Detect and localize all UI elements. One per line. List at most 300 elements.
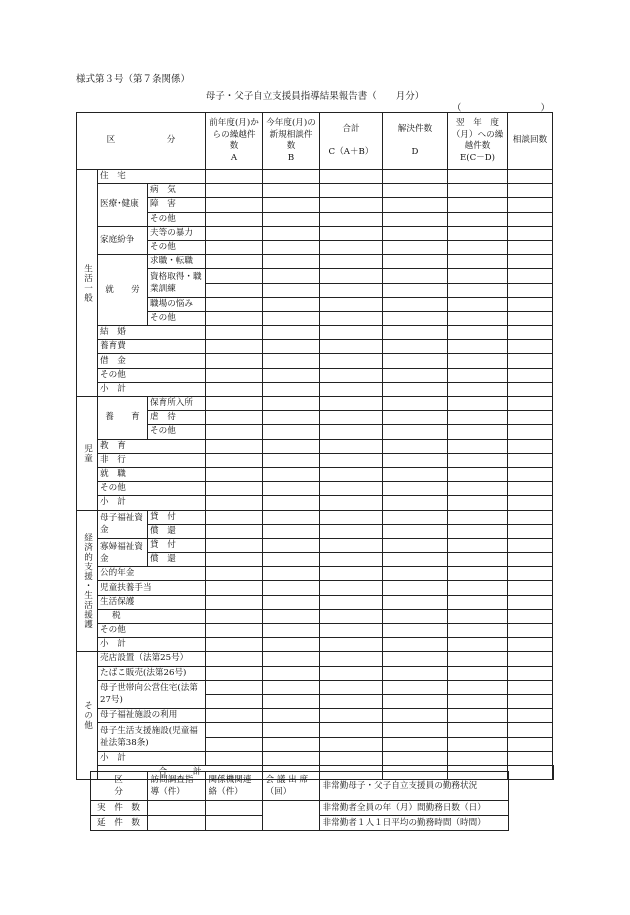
- data-cell[interactable]: [206, 694, 263, 708]
- data-cell[interactable]: [448, 212, 508, 226]
- data-cell[interactable]: [508, 709, 553, 723]
- data-cell[interactable]: [320, 624, 383, 638]
- data-cell[interactable]: [448, 311, 508, 325]
- data-cell[interactable]: [263, 652, 320, 666]
- data-cell[interactable]: [508, 184, 553, 198]
- data-cell[interactable]: [508, 751, 553, 765]
- section-life: 生活一般: [77, 170, 98, 397]
- data-cell[interactable]: [448, 439, 508, 453]
- data-cell[interactable]: [263, 184, 320, 198]
- row-life-subtotal: 小 計: [98, 382, 206, 396]
- data-cell[interactable]: [320, 226, 383, 240]
- data-cell[interactable]: [508, 425, 553, 439]
- data-cell[interactable]: [320, 354, 383, 368]
- row-tobacco: たばこ販売(法第26号): [98, 666, 206, 680]
- data-cell[interactable]: [320, 581, 383, 595]
- row-family-other: その他: [148, 240, 206, 254]
- data-cell[interactable]: [383, 354, 448, 368]
- data-cell[interactable]: [320, 595, 383, 609]
- data-cell[interactable]: [263, 482, 320, 496]
- data-cell[interactable]: [383, 581, 448, 595]
- data-cell[interactable]: [263, 397, 320, 411]
- data-cell[interactable]: [383, 184, 448, 198]
- table-row: [77, 198, 554, 212]
- data-cell[interactable]: [448, 567, 508, 581]
- data-cell[interactable]: [508, 340, 553, 354]
- data-cell[interactable]: [508, 666, 553, 680]
- data-cell[interactable]: [508, 326, 553, 340]
- data-cell[interactable]: [448, 467, 508, 481]
- data-cell[interactable]: [508, 524, 553, 538]
- data-cell[interactable]: [206, 269, 263, 283]
- data-cell[interactable]: [320, 524, 383, 538]
- data-cell[interactable]: [508, 467, 553, 481]
- data-cell[interactable]: [383, 255, 448, 269]
- data-cell[interactable]: [206, 638, 263, 652]
- data-cell[interactable]: [206, 439, 263, 453]
- data-cell[interactable]: [508, 368, 553, 382]
- row-repayment-2: 償 還: [148, 553, 206, 567]
- data-cell[interactable]: [448, 482, 508, 496]
- row-widow-welfare-fund: 寡婦福祉資金: [98, 538, 148, 566]
- data-cell[interactable]: [206, 482, 263, 496]
- data-cell[interactable]: [383, 340, 448, 354]
- data-cell[interactable]: [508, 411, 553, 425]
- data-cell[interactable]: [383, 382, 448, 396]
- row-cumulative: 延 件 数: [90, 816, 147, 831]
- data-cell[interactable]: [448, 198, 508, 212]
- data-cell[interactable]: [320, 680, 383, 694]
- data-cell[interactable]: [206, 595, 263, 609]
- data-cell[interactable]: [383, 297, 448, 311]
- data-cell[interactable]: [320, 538, 383, 552]
- data-cell[interactable]: [448, 354, 508, 368]
- data-cell[interactable]: [383, 226, 448, 240]
- data-cell[interactable]: [448, 326, 508, 340]
- data-cell[interactable]: [383, 326, 448, 340]
- data-cell[interactable]: [263, 340, 320, 354]
- data-cell[interactable]: [448, 453, 508, 467]
- data-cell[interactable]: [448, 652, 508, 666]
- data-cell[interactable]: [383, 723, 448, 737]
- data-cell[interactable]: [320, 482, 383, 496]
- data-cell[interactable]: [448, 694, 508, 708]
- data-cell[interactable]: [508, 638, 553, 652]
- data-cell[interactable]: [383, 638, 448, 652]
- data-cell[interactable]: [448, 240, 508, 254]
- data-cell[interactable]: [206, 368, 263, 382]
- data-cell[interactable]: [508, 397, 553, 411]
- data-cell[interactable]: [448, 397, 508, 411]
- data-cell[interactable]: [508, 439, 553, 453]
- data-cell[interactable]: [508, 297, 553, 311]
- data-cell[interactable]: [262, 801, 319, 831]
- data-cell[interactable]: [263, 751, 320, 765]
- data-cell[interactable]: [508, 255, 553, 269]
- data-cell[interactable]: [383, 439, 448, 453]
- data-cell[interactable]: [320, 382, 383, 396]
- data-cell[interactable]: [383, 198, 448, 212]
- data-cell[interactable]: [383, 496, 448, 510]
- data-cell[interactable]: [206, 283, 263, 297]
- data-cell[interactable]: [448, 382, 508, 396]
- data-cell[interactable]: [206, 226, 263, 240]
- data-cell[interactable]: [383, 411, 448, 425]
- data-cell[interactable]: [508, 198, 553, 212]
- data-cell[interactable]: [263, 638, 320, 652]
- row-nursery: 保育所入所: [148, 397, 206, 411]
- data-cell[interactable]: [320, 737, 383, 751]
- data-cell[interactable]: [508, 212, 553, 226]
- data-cell[interactable]: [320, 240, 383, 254]
- data-cell[interactable]: [508, 283, 553, 297]
- data-cell[interactable]: [263, 354, 320, 368]
- data-cell[interactable]: [263, 524, 320, 538]
- data-cell[interactable]: [263, 297, 320, 311]
- data-cell[interactable]: [448, 595, 508, 609]
- data-cell[interactable]: [383, 737, 448, 751]
- data-cell[interactable]: [508, 382, 553, 396]
- data-cell[interactable]: [320, 340, 383, 354]
- data-cell[interactable]: [383, 751, 448, 765]
- table-row: [77, 467, 554, 481]
- data-cell[interactable]: [206, 680, 263, 694]
- data-cell[interactable]: [383, 680, 448, 694]
- data-cell[interactable]: [448, 226, 508, 240]
- data-cell[interactable]: [206, 567, 263, 581]
- bottom-col-category: 区 分: [90, 772, 147, 801]
- data-cell[interactable]: [320, 553, 383, 567]
- data-cell[interactable]: [206, 382, 263, 396]
- table-row: [77, 723, 554, 737]
- data-cell[interactable]: [320, 269, 383, 283]
- data-cell[interactable]: [508, 453, 553, 467]
- row-child-support: 養育費: [98, 340, 206, 354]
- data-cell[interactable]: [508, 226, 553, 240]
- data-cell[interactable]: [383, 510, 448, 524]
- data-cell[interactable]: [320, 170, 383, 184]
- table-row: [77, 184, 554, 198]
- data-cell[interactable]: [553, 765, 554, 779]
- data-cell[interactable]: [206, 425, 263, 439]
- data-cell[interactable]: [320, 510, 383, 524]
- data-cell[interactable]: [263, 368, 320, 382]
- data-cell[interactable]: [206, 255, 263, 269]
- data-cell[interactable]: [206, 240, 263, 254]
- data-cell[interactable]: [383, 567, 448, 581]
- data-cell[interactable]: [320, 439, 383, 453]
- data-cell[interactable]: [263, 439, 320, 453]
- data-cell[interactable]: [508, 269, 553, 283]
- data-cell[interactable]: [320, 567, 383, 581]
- data-cell[interactable]: [206, 666, 263, 680]
- data-cell[interactable]: [508, 581, 553, 595]
- data-cell[interactable]: [263, 609, 320, 623]
- data-cell[interactable]: [448, 624, 508, 638]
- data-cell[interactable]: [508, 765, 553, 779]
- row-abuse: 虐 待: [148, 411, 206, 425]
- data-cell[interactable]: [508, 595, 553, 609]
- data-cell[interactable]: [448, 581, 508, 595]
- data-cell[interactable]: [206, 510, 263, 524]
- data-cell[interactable]: [508, 553, 553, 567]
- data-cell[interactable]: [448, 170, 508, 184]
- data-cell[interactable]: [206, 496, 263, 510]
- row-workplace: 職場の悩み: [148, 297, 206, 311]
- row-medical-other: その他: [148, 212, 206, 226]
- data-cell[interactable]: [508, 170, 553, 184]
- data-cell[interactable]: [508, 482, 553, 496]
- data-cell[interactable]: [383, 240, 448, 254]
- bottom-col-visit: 訪問調査指導（件）: [147, 772, 205, 801]
- row-child-other: その他: [98, 482, 206, 496]
- data-cell[interactable]: [448, 425, 508, 439]
- data-cell[interactable]: [263, 595, 320, 609]
- data-cell[interactable]: [383, 425, 448, 439]
- data-cell[interactable]: [263, 694, 320, 708]
- data-cell[interactable]: [508, 311, 553, 325]
- data-cell[interactable]: [205, 801, 262, 816]
- data-cell[interactable]: [383, 538, 448, 552]
- data-cell[interactable]: [263, 198, 320, 212]
- data-cell[interactable]: [448, 411, 508, 425]
- table-row: [77, 666, 554, 680]
- data-cell[interactable]: [206, 467, 263, 481]
- table-row: [76, 772, 508, 801]
- data-cell[interactable]: [320, 609, 383, 623]
- data-cell[interactable]: [206, 524, 263, 538]
- data-cell[interactable]: [263, 581, 320, 595]
- row-qualification: 資格取得・職業訓練: [148, 269, 206, 297]
- data-cell[interactable]: [206, 453, 263, 467]
- data-cell[interactable]: [383, 397, 448, 411]
- data-cell[interactable]: [508, 354, 553, 368]
- data-cell[interactable]: [383, 311, 448, 325]
- data-cell[interactable]: [320, 411, 383, 425]
- data-cell[interactable]: [508, 567, 553, 581]
- data-cell[interactable]: [383, 212, 448, 226]
- report-table: [76, 112, 554, 780]
- data-cell[interactable]: [206, 751, 263, 765]
- row-actual: 実 件 数: [90, 801, 147, 816]
- data-cell[interactable]: [320, 297, 383, 311]
- data-cell[interactable]: [383, 553, 448, 567]
- table-row: [77, 411, 554, 425]
- data-cell[interactable]: [448, 368, 508, 382]
- data-cell[interactable]: [320, 638, 383, 652]
- row-welfare-facility: 母子福祉施設の利用: [98, 709, 206, 723]
- data-cell[interactable]: [508, 723, 553, 737]
- data-cell[interactable]: [320, 652, 383, 666]
- data-cell[interactable]: [448, 751, 508, 765]
- table-row: [77, 326, 554, 340]
- data-cell[interactable]: [320, 666, 383, 680]
- data-cell[interactable]: [320, 723, 383, 737]
- data-cell[interactable]: [383, 624, 448, 638]
- data-cell[interactable]: [448, 524, 508, 538]
- data-cell[interactable]: [320, 709, 383, 723]
- col-e: 翌 年 度（月）への繰越件数 E(C－D): [448, 113, 508, 170]
- data-cell[interactable]: [206, 340, 263, 354]
- data-cell[interactable]: [448, 638, 508, 652]
- data-cell[interactable]: [320, 198, 383, 212]
- data-cell[interactable]: [320, 453, 383, 467]
- data-cell[interactable]: [448, 340, 508, 354]
- data-cell[interactable]: [206, 609, 263, 623]
- table-row: [77, 297, 554, 311]
- data-cell[interactable]: [206, 354, 263, 368]
- row-marriage: 結 婚: [98, 326, 206, 340]
- data-cell[interactable]: [448, 297, 508, 311]
- data-cell[interactable]: [263, 170, 320, 184]
- data-cell[interactable]: [263, 255, 320, 269]
- data-cell[interactable]: [383, 467, 448, 481]
- data-cell[interactable]: [383, 652, 448, 666]
- data-cell[interactable]: [263, 624, 320, 638]
- data-cell[interactable]: [383, 666, 448, 680]
- data-cell[interactable]: [508, 609, 553, 623]
- data-cell[interactable]: [508, 652, 553, 666]
- data-cell[interactable]: [448, 609, 508, 623]
- data-cell[interactable]: [383, 595, 448, 609]
- header-row: [77, 113, 554, 170]
- data-cell[interactable]: [205, 816, 262, 831]
- data-cell[interactable]: [206, 553, 263, 567]
- data-cell[interactable]: [383, 368, 448, 382]
- data-cell[interactable]: [263, 311, 320, 325]
- data-cell[interactable]: [508, 737, 553, 751]
- data-cell[interactable]: [448, 553, 508, 567]
- data-cell[interactable]: [448, 538, 508, 552]
- data-cell[interactable]: [508, 694, 553, 708]
- data-cell[interactable]: [320, 425, 383, 439]
- data-cell[interactable]: [448, 496, 508, 510]
- data-cell[interactable]: [206, 212, 263, 226]
- data-cell[interactable]: [206, 709, 263, 723]
- table-row: [77, 595, 554, 609]
- data-cell[interactable]: [263, 680, 320, 694]
- data-cell[interactable]: [448, 510, 508, 524]
- data-cell[interactable]: [448, 666, 508, 680]
- data-cell[interactable]: [508, 496, 553, 510]
- data-cell[interactable]: [383, 283, 448, 297]
- data-cell[interactable]: [508, 538, 553, 552]
- data-cell[interactable]: [206, 198, 263, 212]
- data-cell[interactable]: [206, 326, 263, 340]
- data-cell[interactable]: [263, 226, 320, 240]
- data-cell[interactable]: [508, 510, 553, 524]
- data-cell[interactable]: [508, 680, 553, 694]
- data-cell[interactable]: [320, 496, 383, 510]
- data-cell[interactable]: [383, 524, 448, 538]
- table-row: [77, 680, 554, 694]
- section-other: その他: [77, 652, 98, 780]
- data-cell[interactable]: [448, 723, 508, 737]
- data-cell[interactable]: [320, 397, 383, 411]
- paren-close: ）: [540, 103, 550, 114]
- data-cell[interactable]: [263, 283, 320, 297]
- data-cell[interactable]: [263, 382, 320, 396]
- data-cell[interactable]: [448, 269, 508, 283]
- data-cell[interactable]: [320, 184, 383, 198]
- data-cell[interactable]: [448, 737, 508, 751]
- table-row: [77, 652, 554, 666]
- data-cell[interactable]: [383, 482, 448, 496]
- data-cell[interactable]: [448, 184, 508, 198]
- data-cell[interactable]: [206, 538, 263, 552]
- data-cell[interactable]: [147, 801, 205, 816]
- data-cell[interactable]: [263, 510, 320, 524]
- data-cell[interactable]: [206, 624, 263, 638]
- data-cell[interactable]: [263, 567, 320, 581]
- data-cell[interactable]: [206, 297, 263, 311]
- data-cell[interactable]: [263, 212, 320, 226]
- data-cell[interactable]: [206, 397, 263, 411]
- data-cell[interactable]: [383, 269, 448, 283]
- data-cell[interactable]: [263, 723, 320, 737]
- data-cell[interactable]: [263, 411, 320, 425]
- data-cell[interactable]: [320, 368, 383, 382]
- col-a: 前年度(月)からの繰越件 数 A: [206, 113, 263, 170]
- data-cell[interactable]: [320, 694, 383, 708]
- data-cell[interactable]: [383, 709, 448, 723]
- data-cell[interactable]: [448, 255, 508, 269]
- data-cell[interactable]: [448, 680, 508, 694]
- data-cell[interactable]: [263, 453, 320, 467]
- data-cell[interactable]: [448, 709, 508, 723]
- data-cell[interactable]: [263, 425, 320, 439]
- data-cell[interactable]: [206, 723, 263, 737]
- data-cell[interactable]: [508, 240, 553, 254]
- data-cell[interactable]: [147, 816, 205, 831]
- data-cell[interactable]: [263, 666, 320, 680]
- data-cell[interactable]: [508, 624, 553, 638]
- data-cell[interactable]: [263, 496, 320, 510]
- data-cell[interactable]: [206, 184, 263, 198]
- table-row: [77, 311, 554, 325]
- data-cell[interactable]: [263, 269, 320, 283]
- data-cell[interactable]: [206, 411, 263, 425]
- data-cell[interactable]: [383, 609, 448, 623]
- data-cell[interactable]: [448, 283, 508, 297]
- data-cell[interactable]: [320, 311, 383, 325]
- data-cell[interactable]: [320, 467, 383, 481]
- table-row: [77, 226, 554, 240]
- data-cell[interactable]: [263, 240, 320, 254]
- data-cell[interactable]: [320, 255, 383, 269]
- data-cell[interactable]: [383, 170, 448, 184]
- table-row: [77, 510, 554, 524]
- data-cell[interactable]: [383, 453, 448, 467]
- data-cell[interactable]: [263, 538, 320, 552]
- data-cell[interactable]: [383, 694, 448, 708]
- data-cell[interactable]: [263, 467, 320, 481]
- data-cell[interactable]: [263, 553, 320, 567]
- data-cell[interactable]: [320, 283, 383, 297]
- data-cell[interactable]: [320, 751, 383, 765]
- data-cell[interactable]: [206, 170, 263, 184]
- data-cell[interactable]: [263, 737, 320, 751]
- data-cell[interactable]: [206, 311, 263, 325]
- data-cell[interactable]: [320, 212, 383, 226]
- data-cell[interactable]: [206, 737, 263, 751]
- data-cell[interactable]: [206, 652, 263, 666]
- data-cell[interactable]: [320, 326, 383, 340]
- data-cell[interactable]: [263, 326, 320, 340]
- data-cell[interactable]: [263, 709, 320, 723]
- data-cell[interactable]: [206, 581, 263, 595]
- table-row: [77, 638, 554, 652]
